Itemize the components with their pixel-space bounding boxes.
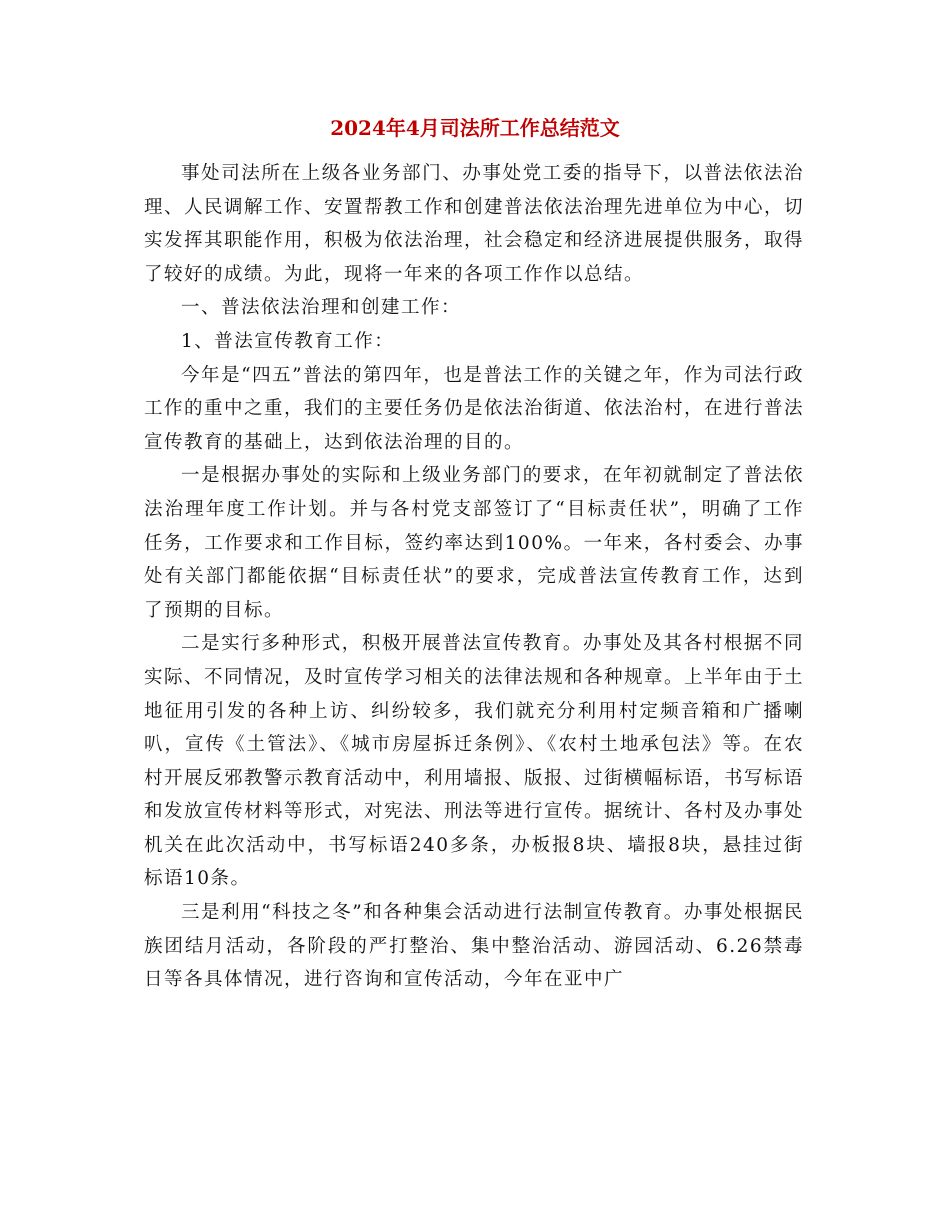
paragraph: 三是利用“科技之冬”和各种集会活动进行法制宣传教育。办事处根据民族团结月活动，各阶段的严打整治、集中整治活动、游园活动、6.26禁毒日等各具体情况，进行咨询和宣传活动，今年在亚中广 — [144, 902, 804, 991]
paragraph: 二是实行多种形式，积极开展普法宣传教育。办事处及其各村根据不同实际、不同情况，及时宣传学习相关的法律法规和各种规章。上半年由于土地征用引发的各种上访、纠纷较多，我们就充分利用村定频音箱和广播喇叭，宣传《土管法》、《城市房屋拆迁条例》、《农村土地承包法》等。在农村开展反邪教警示教育活动中，利用墙报、版报、过街横幅标语，书写标语和发放宣传材料等形式，对宪法、刑法等进行宣传。据统计、各村及办事处机关在此次活动中，书写标语240多条，办板报8块、墙报8块，悬挂过街标语10条。 — [144, 633, 805, 890]
paragraph: 今年是“四五”普法的第四年，也是普法工作的关键之年，作为司法行政工作的重中之重，我们的主要任务仍是依法治街道、依法治村，在进行普法宣传教育的基础上，达到依法治理的目的。 — [144, 364, 805, 453]
document-body — [144, 157, 804, 997]
section-heading-1: 一、普法依法治理和创建工作： — [181, 297, 462, 319]
subsection-heading-1: 1、普法宣传教育工作： — [181, 330, 395, 352]
paragraph: 一是根据办事处的实际和上级业务部门的要求，在年初就制定了普法依法治理年度工作计划。并与各村党支部签订了“目标责任状”，明确了工作任务，工作要求和工作目标，签约率达到100%。一年来，各村委会、办事处有关部门都能依据“目标责任状”的要求，完成普法宣传教育工作，达到了预期的目标。 — [144, 465, 804, 621]
paragraph-intro: 事处司法所在上级各业务部门、办事处党工委的指导下，以普法依法治理、人民调解工作、安置帮教工作和创建普法依法治理先进单位为中心，切实发挥其职能作用，积极为依法治理，社会稳定和经济进展提供服务，取得了较好的成绩。为此，现将一年来的各项工作作以总结。 — [144, 163, 805, 285]
document-title: 2024年4月司法所工作总结范文 — [330, 116, 620, 140]
